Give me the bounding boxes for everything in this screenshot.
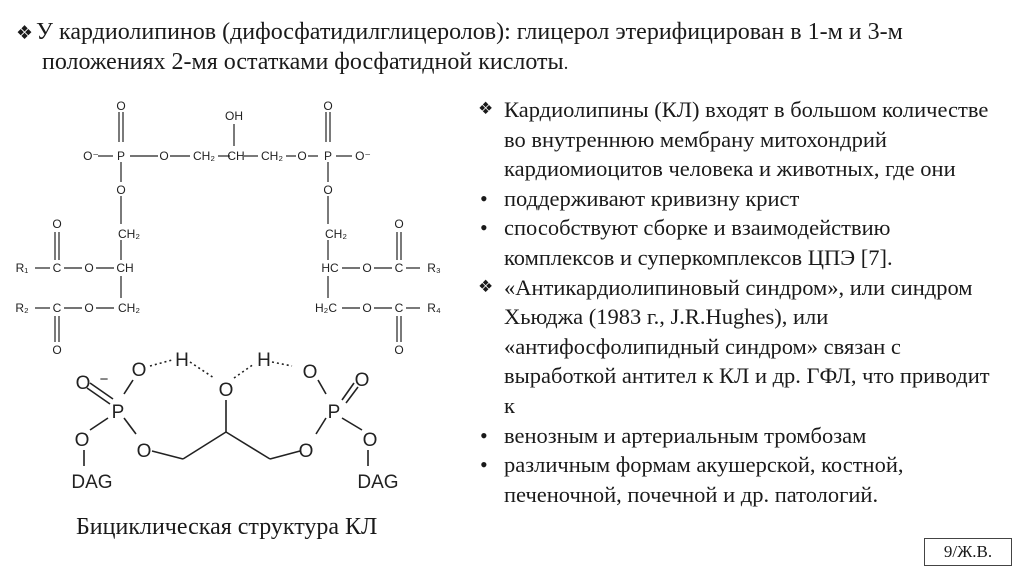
atom-p: P bbox=[111, 402, 125, 423]
bullet-icon: • bbox=[480, 422, 488, 448]
atom-ch: CH bbox=[116, 261, 134, 275]
heading-line-1: У кардиолипинов (дифосфатидилглицеролов): глицерол этерифицирован в 1-м и 3-м bbox=[36, 19, 903, 45]
cardiolipin-structure-diagram bbox=[0, 100, 470, 510]
page-number-badge: 9/Ж.В. bbox=[924, 538, 1012, 566]
atom-o: O bbox=[362, 430, 378, 451]
atom-r4: R₄ bbox=[427, 301, 441, 315]
atom-o: O bbox=[218, 380, 234, 401]
atom-ch2: CH₂ bbox=[118, 301, 140, 315]
bullet-icon: • bbox=[480, 452, 488, 478]
heading-period: . bbox=[563, 53, 569, 74]
diamond-bullet-icon: ❖ bbox=[16, 22, 34, 44]
atom-o: O bbox=[302, 362, 318, 383]
slide-heading bbox=[16, 18, 1016, 78]
atom-o: O bbox=[297, 149, 307, 163]
atom-o: O bbox=[116, 100, 126, 113]
list-item: ❖ Кардиолипины (КЛ) входят в большом количестве во внутреннюю мембрану митохондрий кардиомиоцитов человека и животных, где они bbox=[478, 97, 989, 182]
atom-o: O bbox=[362, 301, 372, 315]
atom-h: H bbox=[257, 350, 271, 371]
charge-minus: − bbox=[99, 371, 109, 388]
atom-hc: HC bbox=[321, 261, 339, 275]
atom-o: O bbox=[362, 261, 372, 275]
diamond-bullet-icon: ❖ bbox=[478, 99, 494, 119]
atom-p: P bbox=[323, 149, 333, 163]
atom-o: O bbox=[394, 343, 404, 357]
atom-o: O bbox=[394, 217, 404, 231]
atom-c: C bbox=[52, 261, 62, 275]
atom-p: P bbox=[327, 402, 341, 423]
atom-o: O bbox=[75, 373, 91, 394]
list-item: • различным формам акушерской, костной, печеночной, почечной и др. патологий. bbox=[480, 452, 904, 507]
atom-c: C bbox=[52, 301, 62, 315]
atom-c: C bbox=[394, 261, 404, 275]
atom-o: O bbox=[52, 343, 62, 357]
list-item: • поддерживают кривизну крист bbox=[478, 184, 998, 214]
atom-o: O bbox=[354, 370, 370, 391]
atom-c: C bbox=[394, 301, 404, 315]
bicyclic-structure-atoms bbox=[71, 350, 398, 493]
atom-r1: R₁ bbox=[15, 261, 29, 275]
atom-p: P bbox=[116, 149, 126, 163]
right-text-column bbox=[478, 95, 998, 509]
atom-o: O bbox=[84, 261, 94, 275]
list-item: ❖ «Антикардиолипиновый синдром», или синдром Хьюджа (1983 г., J.R.Hughes), или «антифосфолипидный синдром» связан с выработкой антител к КЛ и др. ГФЛ, что приводит к bbox=[478, 274, 990, 418]
atom-o: O bbox=[84, 301, 94, 315]
dag-label: DAG bbox=[71, 472, 113, 493]
bullet-icon: • bbox=[480, 185, 488, 211]
atom-o: O bbox=[159, 149, 169, 163]
list-item: • венозным и артериальным тромбозам bbox=[478, 421, 998, 451]
bullet-icon: • bbox=[480, 215, 488, 241]
atom-o-minus: O⁻ bbox=[355, 149, 371, 163]
atom-o: O bbox=[136, 441, 152, 462]
structure-caption: Бициклическая структура КЛ bbox=[76, 514, 378, 540]
atom-o: O bbox=[74, 430, 90, 451]
atom-o: O bbox=[298, 441, 314, 462]
atom-o: O bbox=[116, 183, 126, 197]
atom-o: O bbox=[131, 360, 147, 381]
heading-line-2: положениях 2-мя остатками фосфатидной кислоты bbox=[42, 49, 564, 75]
atom-ch2: CH₂ bbox=[193, 149, 215, 163]
list-item: • способствуют сборке и взаимодействию комплексов и суперкомплексов ЦПЭ [7]. bbox=[480, 215, 893, 270]
atom-ch2: CH₂ bbox=[118, 227, 140, 241]
atom-h2c: H₂C bbox=[315, 301, 337, 315]
atom-o: O bbox=[323, 100, 333, 113]
atom-ch2: CH₂ bbox=[261, 149, 283, 163]
atom-r3: R₃ bbox=[427, 261, 441, 275]
atom-r2: R₂ bbox=[15, 301, 29, 315]
atom-ch2: CH₂ bbox=[325, 227, 347, 241]
atom-ch: CH bbox=[227, 149, 245, 163]
atom-h: H bbox=[175, 350, 189, 371]
atom-o: O bbox=[323, 183, 333, 197]
diamond-bullet-icon: ❖ bbox=[478, 276, 494, 297]
atom-o: O bbox=[52, 217, 62, 231]
atom-oh: OH bbox=[225, 109, 243, 123]
atom-o-minus: O⁻ bbox=[83, 149, 99, 163]
dag-label: DAG bbox=[357, 472, 399, 493]
top-structure-atoms bbox=[15, 100, 441, 357]
